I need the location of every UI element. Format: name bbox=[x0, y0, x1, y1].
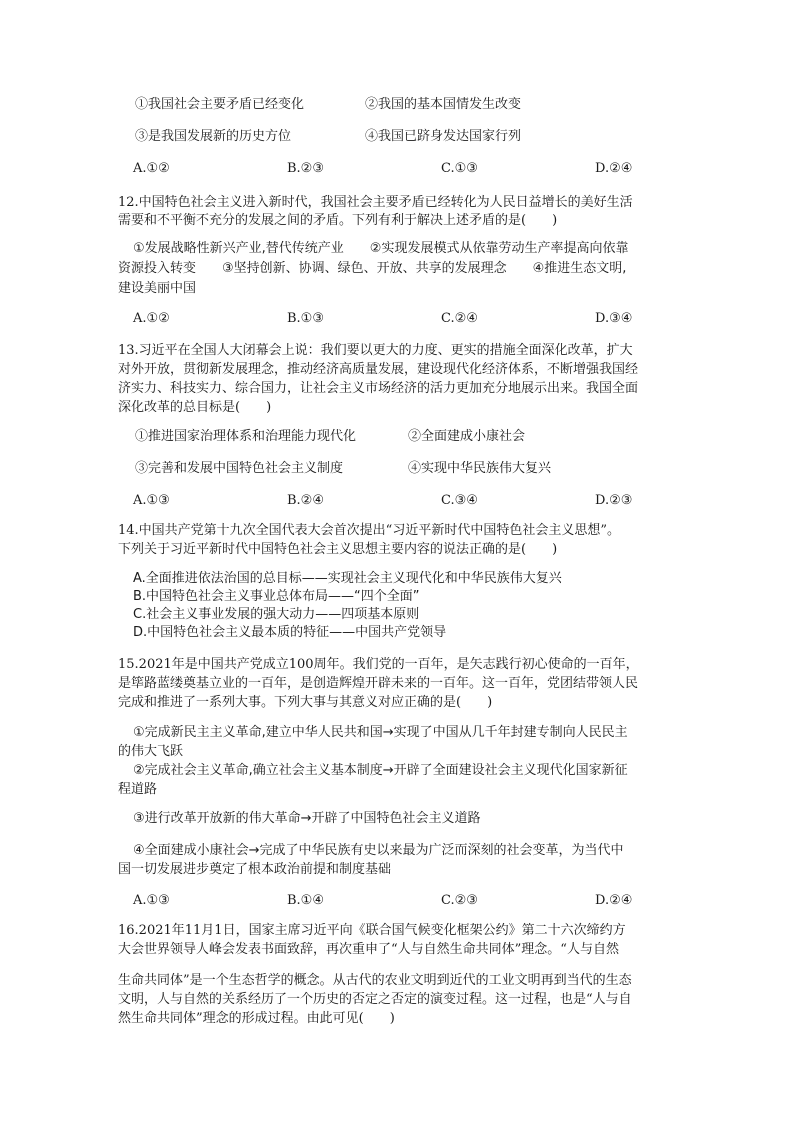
q15-statement-3: ③进行改革开放新的伟大革命→开辟了中国特色社会主义道路 bbox=[133, 811, 481, 826]
q15-statement-2-line-1: ②完成社会主义革命,确立社会主义基本制度→开辟了全面建设社会主义现代化国家新征 bbox=[133, 763, 628, 778]
q14-choice-b: B.中国特色社会主义事业总体布局——“四个全面” bbox=[133, 589, 420, 604]
q12-statements-line-3: 建设美丽中国 bbox=[118, 281, 197, 296]
q14-stem-line-1: 14.中国共产党第十九次全国代表大会首次提出“习近平新时代中国特色社会主义思想”。 bbox=[118, 523, 620, 538]
q15-option-d: D.②④ bbox=[595, 893, 633, 908]
q13-option-b: B.②④ bbox=[287, 493, 324, 508]
q12-stem-line-2: 需要和不平衡不充分的发展之间的矛盾。下列有利于解决上述矛盾的是( ) bbox=[118, 213, 558, 228]
q11-option-b: B.②③ bbox=[287, 161, 324, 176]
q16-stem-line-4: 文明，人与自然的关系经历了一个历史的否定之否定的演变过程。这一过程，也是“人与自 bbox=[118, 992, 632, 1007]
q15-statement-1-line-2: 的伟大飞跃 bbox=[118, 744, 184, 759]
q12-option-c: C.②④ bbox=[441, 311, 478, 326]
q13-stem-line-2: 对外开放，贯彻新发展理念，推动经济高质量发展，建设现代化经济体系，不断增强我国经 bbox=[118, 362, 639, 377]
q12-stem-line-1: 12.中国特色社会主义进入新时代，我国社会主要矛盾已经转化为人民日益增长的美好生活 bbox=[118, 195, 633, 210]
q13-stem-line-1: 13.习近平在全国人大闭幕会上说：我们要以更大的力度、更实的措施全面深化改革，扩大 bbox=[118, 343, 633, 358]
q14-stem-line-2: 下列关于习近平新时代中国特色社会主义思想主要内容的说法正确的是( ) bbox=[118, 542, 558, 557]
q16-stem-line-1: 16.2021年11月1日，国家主席习近平向《联合国气候变化框架公约》第二十六次缔约方 bbox=[118, 923, 626, 938]
q15-statement-4-line-2: 国一切发展进步奠定了根本政治前提和制度基础 bbox=[118, 862, 392, 877]
q16-stem-line-2: 大会世界领导人峰会发表书面致辞，再次重申了“人与自然生命共同体”理念。“人与自然 bbox=[118, 942, 619, 957]
q11-statement-4: ④我国已跻身发达国家行列 bbox=[365, 129, 522, 144]
q11-statement-1: ①我国社会主要矛盾已经变化 bbox=[135, 97, 305, 112]
q13-option-c: C.③④ bbox=[441, 493, 478, 508]
q12-statements-line-1: ①发展战略性新兴产业,替代传统产业 ②实现发展模式从依靠劳动生产率提高向依靠 bbox=[133, 241, 629, 256]
q15-stem-line-2: 是筚路蓝缕奠基立业的一百年，是创造辉煌开辟未来的一百年。这一百年，党团结带领人民 bbox=[118, 676, 639, 691]
q15-statement-2-line-2: 程道路 bbox=[118, 782, 158, 797]
q15-statement-1-line-1: ①完成新民主主义革命,建立中华人民共和国→实现了中国从几千年封建专制向人民民主 bbox=[133, 725, 628, 740]
q15-option-a: A.①③ bbox=[133, 893, 170, 908]
q13-stem-line-3: 济实力、科技实力、综合国力，让社会主义市场经济的活力更加充分地展示出来。我国全面 bbox=[118, 381, 639, 396]
q15-option-b: B.①④ bbox=[287, 893, 324, 908]
q15-option-c: C.②③ bbox=[441, 893, 478, 908]
q11-option-d: D.②④ bbox=[595, 161, 633, 176]
q13-statement-2: ②全面建成小康社会 bbox=[408, 429, 526, 444]
q15-stem-line-3: 完成和推进了一系列大事。下列大事与其意义对应正确的是( ) bbox=[118, 695, 493, 710]
q12-option-a: A.①② bbox=[133, 311, 170, 326]
q13-statement-3: ③完善和发展中国特色社会主义制度 bbox=[135, 461, 344, 476]
q13-stem-line-4: 深化改革的总目标是( ) bbox=[118, 400, 272, 415]
q11-option-c: C.①③ bbox=[441, 161, 478, 176]
q13-option-a: A.①③ bbox=[133, 493, 170, 508]
q11-statement-2: ②我国的基本国情发生改变 bbox=[365, 97, 522, 112]
q12-option-d: D.③④ bbox=[595, 311, 633, 326]
q14-choice-d: D.中国特色社会主义最本质的特征——中国共产党领导 bbox=[133, 625, 447, 640]
q11-statement-3: ③是我国发展新的历史方位 bbox=[135, 129, 292, 144]
q16-stem-line-3: 生命共同体”是一个生态哲学的概念。从古代的农业文明到近代的工业文明再到当代的生态 bbox=[118, 973, 632, 988]
q13-option-d: D.②③ bbox=[595, 493, 633, 508]
q14-choice-a: A.全面推进依法治国的总目标——实现社会主义现代化和中华民族伟大复兴 bbox=[133, 571, 562, 586]
q16-stem-line-5: 然生命共同体”理念的形成过程。由此可见( ) bbox=[118, 1011, 395, 1026]
q13-statement-1: ①推进国家治理体系和治理能力现代化 bbox=[135, 429, 357, 444]
q11-option-a: A.①② bbox=[133, 161, 170, 176]
q14-choice-c: C.社会主义事业发展的强大动力——四项基本原则 bbox=[133, 607, 420, 622]
q12-statements-line-2: 资源投入转变 ③坚持创新、协调、绿色、开放、共享的发展理念 ④推进生态文明, bbox=[118, 261, 627, 276]
q12-option-b: B.①③ bbox=[287, 311, 324, 326]
q15-stem-line-1: 15.2021年是中国共产党成立100周年。我们党的一百年，是矢志践行初心使命的一百年， bbox=[118, 657, 639, 672]
q13-statement-4: ④实现中华民族伟大复兴 bbox=[408, 461, 552, 476]
q15-statement-4-line-1: ④全面建成小康社会→完成了中华民族有史以来最为广泛而深刻的社会变革，为当代中 bbox=[133, 843, 624, 858]
